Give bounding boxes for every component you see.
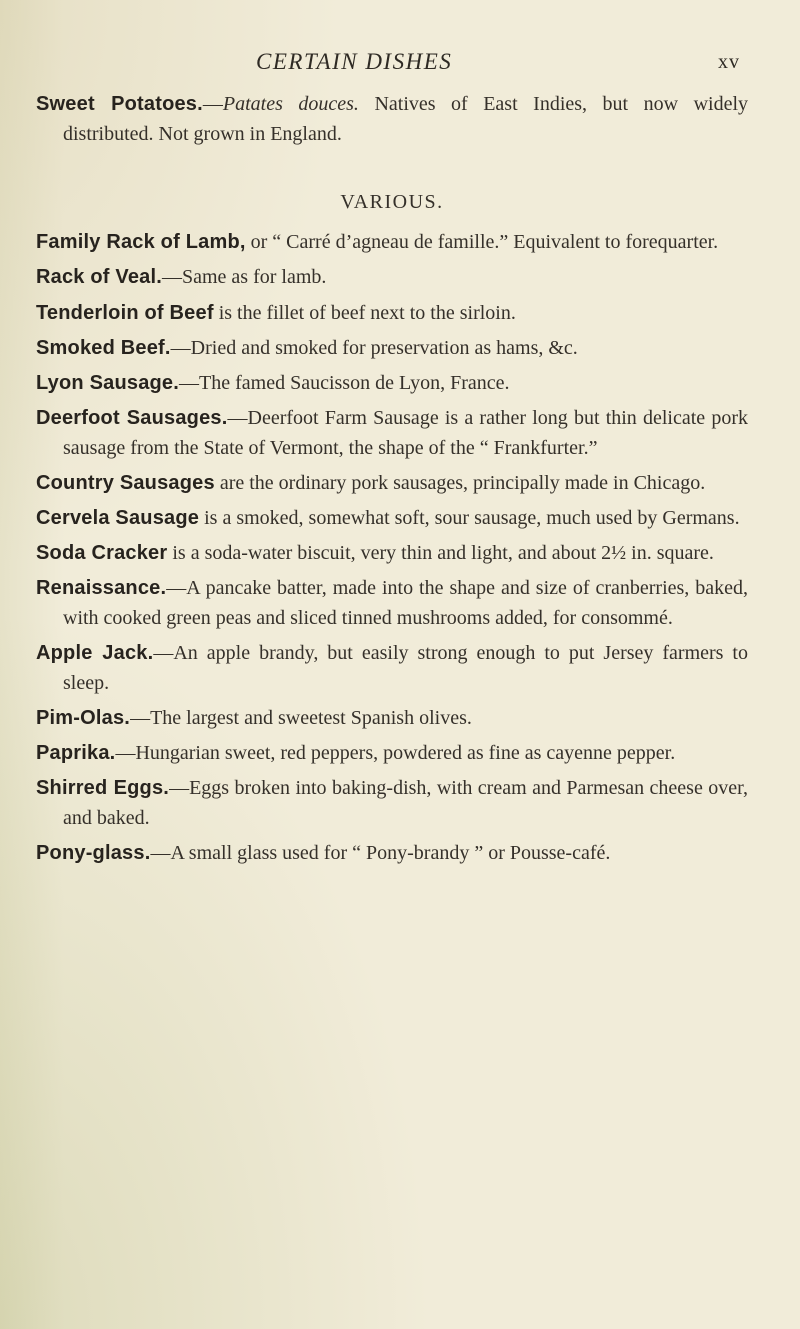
- entry-term: Pim-Olas.: [36, 707, 131, 730]
- entry-text: are the ordinary pork sausages, principally made in Chicago.: [214, 471, 706, 494]
- entry-cervela-sausage: [36, 504, 748, 534]
- entry-pim-olas: [36, 704, 748, 734]
- entry-text: or “ Carré d’agneau de famille.” Equivalent to forequarter.: [245, 231, 719, 254]
- entry-lyon-sausage: [36, 369, 748, 399]
- entry-text: Natives of East Indies, but now widely distributed. Not grown in England.: [63, 93, 748, 145]
- entry-renaissance: [36, 574, 748, 633]
- entry-french-name: Patates douces.: [222, 93, 359, 115]
- entry-term: Shirred Eggs.: [36, 777, 170, 800]
- entry-text: —Eggs broken into baking-dish, with cream and Parmesan cheese over, and baked.: [63, 777, 748, 829]
- entry-text: —Hungarian sweet, red peppers, powdered as fine as cayenne pepper.: [115, 742, 676, 765]
- entry-apple-jack: [36, 639, 748, 698]
- entry-term: Apple Jack.: [36, 642, 154, 665]
- entry-deerfoot-sausages: [36, 404, 748, 463]
- running-title: CERTAIN DISHES: [256, 49, 453, 74]
- entry-paprika: [36, 739, 748, 769]
- entry-term: Family Rack of Lamb,: [36, 231, 246, 254]
- entry-term: Lyon Sausage.: [36, 371, 180, 394]
- entry-term: Deerfoot Sausages.: [36, 407, 228, 430]
- entry-term: Smoked Beef.: [36, 336, 171, 359]
- entry-text: is the fillet of beef next to the sirloin.: [213, 301, 516, 324]
- running-head: [0, 49, 800, 79]
- entry-text: —The largest and sweetest Spanish olives.: [130, 707, 472, 730]
- entry-text: —Same as for lamb.: [162, 266, 327, 289]
- entry-tenderloin-of-beef: [36, 299, 748, 329]
- entry-text: —The famed Saucisson de Lyon, France.: [179, 371, 510, 394]
- entry-text: —A pancake batter, made into the shape and size of cranberries, baked, with cooked green peas and sliced tinned mushrooms added, for consommé.: [63, 577, 748, 630]
- entry-sweet-potatoes: [36, 90, 748, 149]
- entry-text: —Dried and smoked for preservation as hams, &c.: [170, 336, 578, 359]
- entry-shirred-eggs: [36, 774, 748, 833]
- entry-smoked-beef: [36, 334, 748, 364]
- entry-family-rack-of-lamb: [36, 228, 748, 258]
- entry-pony-glass: [36, 839, 748, 869]
- entry-rack-of-veal: [36, 263, 748, 293]
- page-number: xv: [718, 51, 740, 73]
- entry-term: Tenderloin of Beef: [36, 301, 214, 324]
- section-heading: VARIOUS.: [340, 191, 444, 214]
- entry-term: Paprika.: [36, 742, 116, 765]
- entry-text: is a smoked, somewhat soft, sour sausage, much used by Germans.: [199, 507, 740, 530]
- page-body: [36, 90, 748, 869]
- entry-term: Soda Cracker: [36, 542, 168, 565]
- entry-dash: —: [202, 93, 223, 115]
- entry-term: Cervela Sausage: [36, 507, 200, 530]
- entry-text: —A small glass used for “ Pony-brandy ” or Pousse-café.: [150, 842, 611, 865]
- entry-country-sausages: [36, 469, 748, 499]
- entry-term: Country Sausages: [36, 471, 215, 494]
- entry-term: Renaissance.: [36, 577, 167, 600]
- entry-term: Rack of Veal.: [36, 266, 162, 289]
- entry-term: Sweet Potatoes.: [36, 93, 203, 115]
- entry-term: Pony-glass.: [36, 842, 151, 865]
- entry-text: —An apple brandy, but easily strong enough to put Jersey farmers to sleep.: [63, 642, 748, 694]
- entry-text: is a soda-water biscuit, very thin and light, and about 2½ in. square.: [167, 542, 714, 565]
- entry-soda-cracker: [36, 539, 748, 569]
- entry-text: —Deerfoot Farm Sausage is a rather long but thin delicate pork sausage from the State of Vermont, the shape of the “ Frankfurter.”: [63, 407, 748, 459]
